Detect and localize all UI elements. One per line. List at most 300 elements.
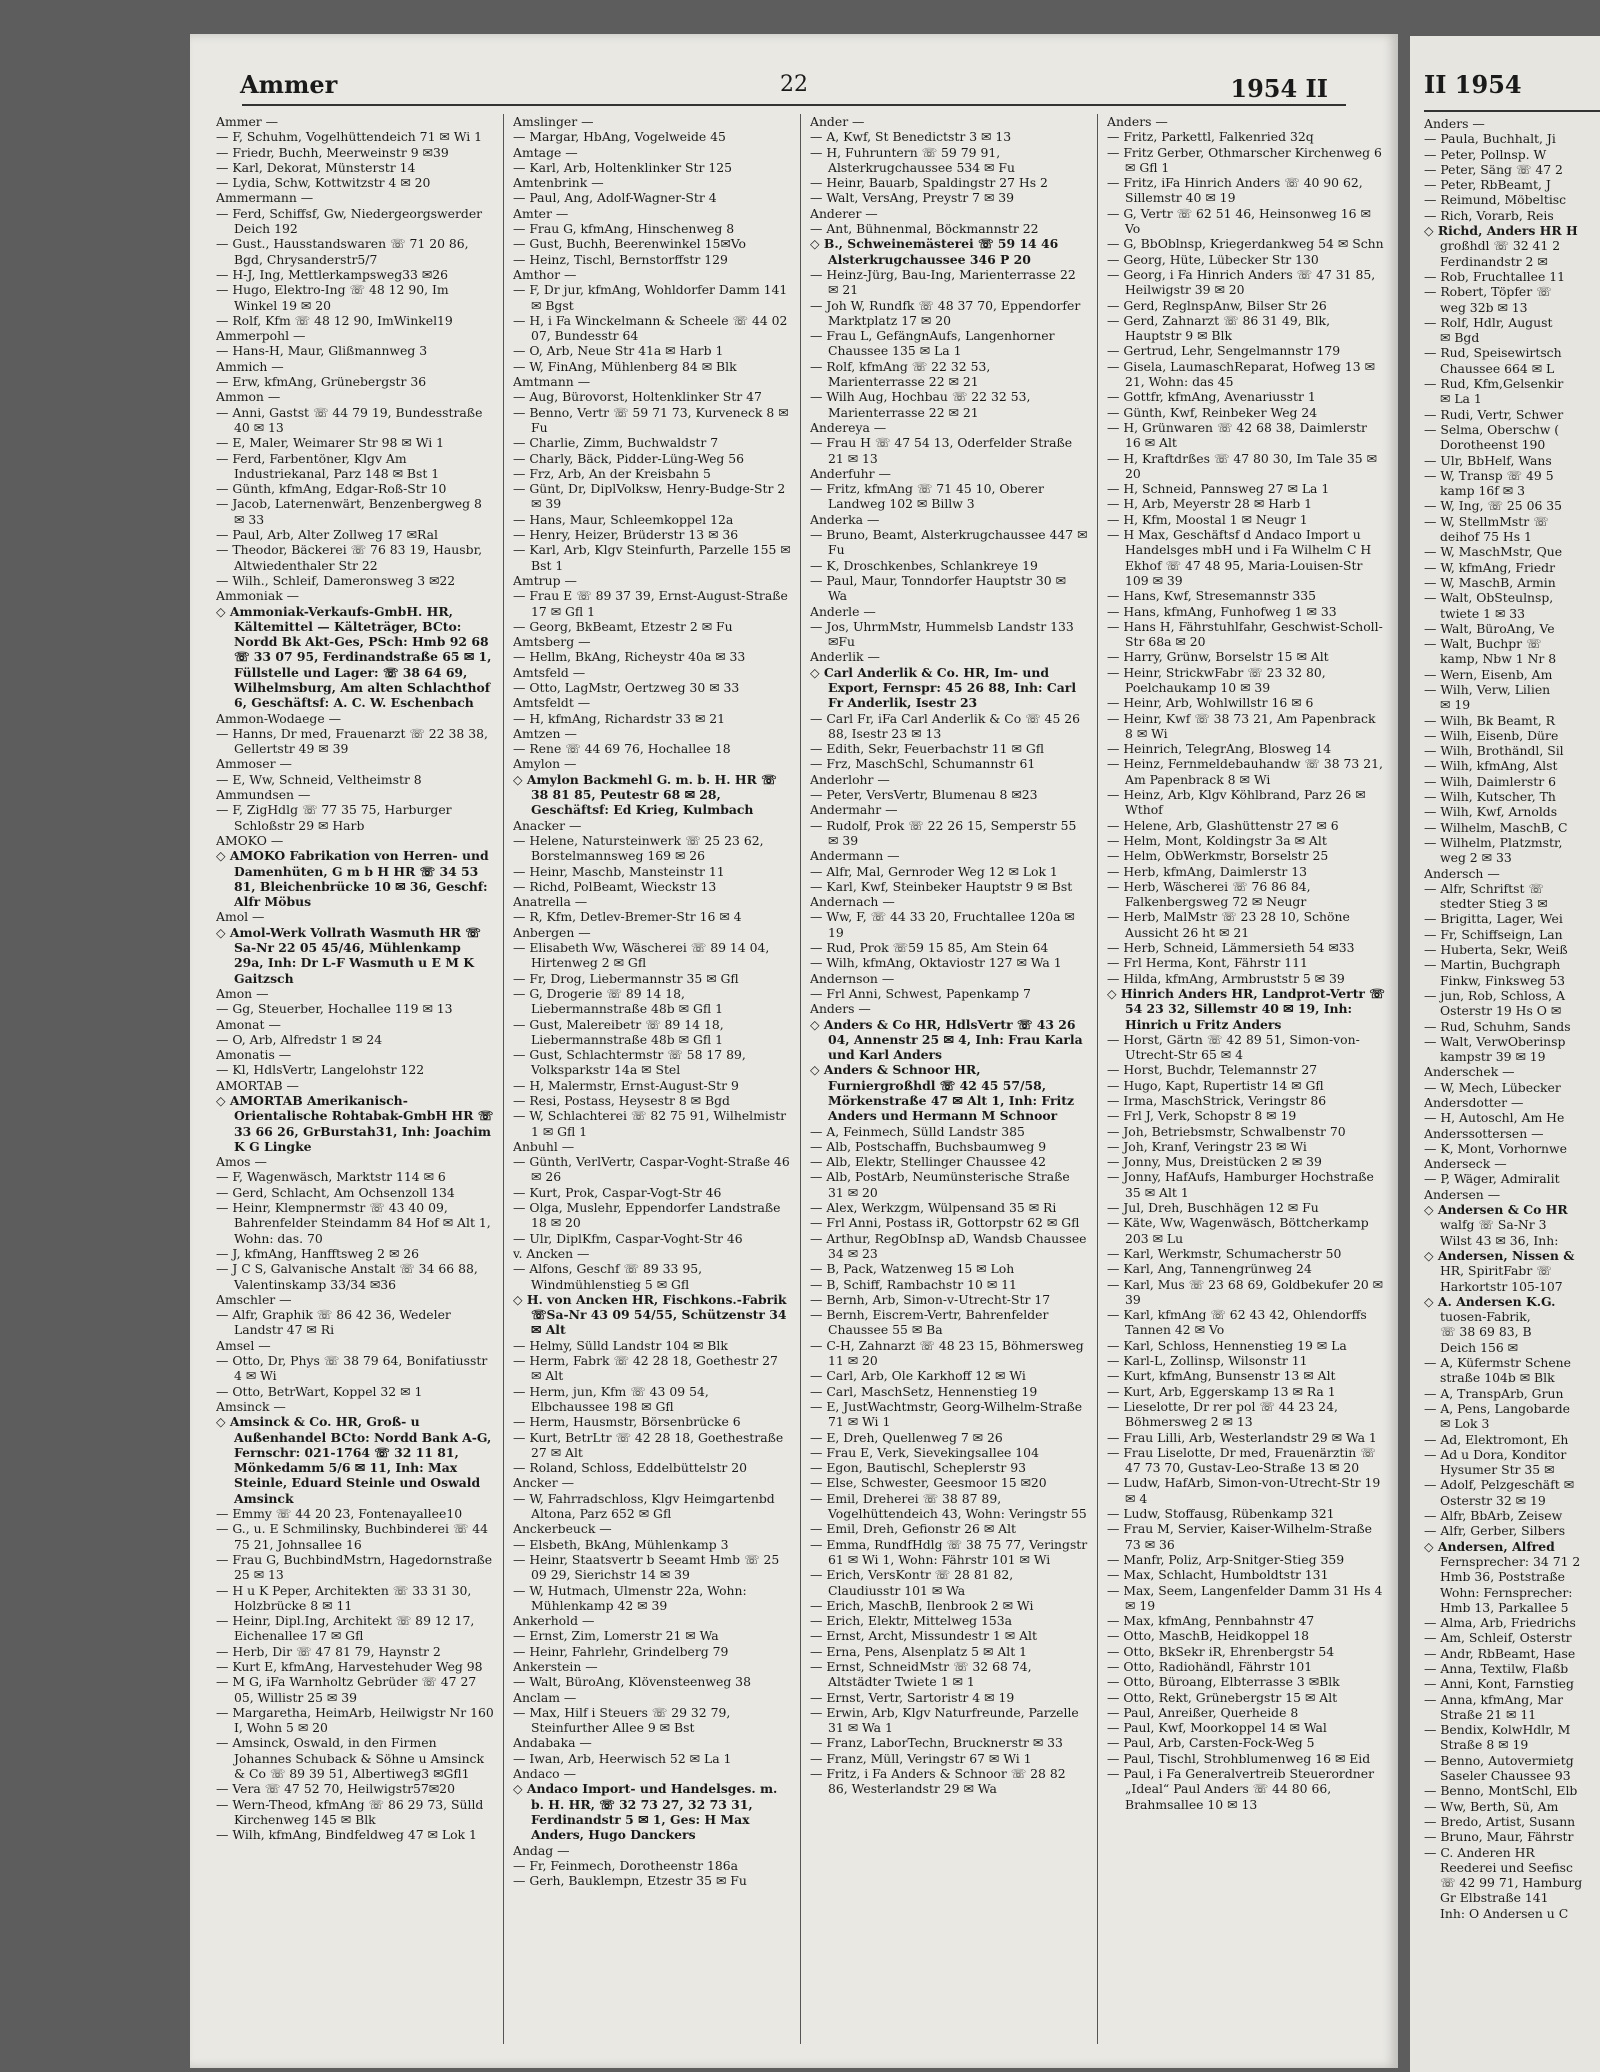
directory-entry: — Rolf, kfmAng ☏ 22 32 53, Marienterrasse 22 ✉ 21 <box>810 358 991 390</box>
directory-entry: — Peter, Pollnsp. W <box>1424 146 1547 162</box>
directory-entry: — Heinr, Kwf ☏ 38 73 21, Am Papenbrack 8 ✉ Wi <box>1107 710 1376 741</box>
surname-heading: Anderfuhr — <box>810 465 891 481</box>
directory-entry: — Benno, Vertr ☏ 59 71 73, Kurveneck 8 ✉ Fu <box>513 404 789 435</box>
directory-entry: — Reimund, Möbeltisc <box>1424 192 1567 208</box>
directory-entry: — Otto, BkSekr iR, Ehrenbergstr 54 <box>1107 1643 1335 1659</box>
directory-entry: — Paul, Maur, Tonndorfer Hauptstr 30 ✉ Wa <box>810 572 1066 604</box>
directory-entry: — Fritz, Parkettl, Falkenried 32q <box>1107 129 1314 145</box>
directory-entry: — Heinz, Tischl, Bernstorffstr 129 <box>513 251 728 267</box>
directory-entry: — Ernst, SchneidMstr ☏ 32 68 74, Altstädter Twiete 1 ✉ 1 <box>810 1658 1032 1690</box>
directory-entry: ✉ Lok 3 <box>1440 1416 1490 1432</box>
surname-heading: Andag — <box>513 1842 570 1858</box>
directory-entry: — G, Vertr ☏ 62 51 46, Heinsonweg 16 ✉ Vo <box>1107 205 1371 237</box>
directory-entry: — Karl, Kwf, Steinbeker Hauptstr 9 ✉ Bst <box>810 878 1073 894</box>
directory-entry: ◇ Anders & Schnoor HR, Furniergroßhdl ☏ 42 45 57/58, Mörkenstraße 47 ✉ Alt 1, Inh: Fritz Anders und Hermann M Schnoor <box>810 1062 1074 1124</box>
directory-entry: — Heinrich, TelegrAng, Blosweg 14 <box>1107 741 1332 757</box>
directory-entry: — Herm, Hausmstr, Börsenbrücke 6 <box>513 1414 741 1430</box>
surname-heading: Anbuhl — <box>513 1138 575 1154</box>
directory-entry: — K, Mont, Vorhornwe <box>1424 1140 1567 1156</box>
directory-entry: — Gust, Buchh, Beerenwinkel 15✉Vo <box>513 236 747 252</box>
directory-entry: — Wern-Theod, kfmAng ☏ 86 29 73, Sülld Kirchenweg 145 ✉ Blk <box>216 1796 484 1827</box>
directory-entry: — Margaretha, HeimArb, Heilwigstr Nr 160 I, Wohn 5 ✉ 20 <box>216 1704 494 1736</box>
directory-entry: — Frl Anni, Schwest, Papenkamp 7 <box>810 985 1031 1001</box>
directory-entry: — Rud, Kfm,Gelsenkir <box>1424 376 1564 392</box>
directory-entry: — Fritz Gerber, Othmarscher Kirchenweg 6 ✉ Gfl 1 <box>1107 144 1382 175</box>
directory-entry: — Otto, LagMstr, Oertzweg 30 ✉ 33 <box>513 679 740 695</box>
directory-entry: — Wilh, Brothändl, Sil <box>1424 743 1564 759</box>
directory-entry: — Georg, i Fa Hinrich Anders ☏ 47 31 85, Heilwigstr 39 ✉ 20 <box>1107 266 1376 298</box>
surname-heading: v. Ancken — <box>513 1245 590 1261</box>
directory-entry: — Hugo, Elektro-Ing ☏ 48 12 90, Im Winkel 19 ✉ 20 <box>216 282 449 313</box>
directory-entry: — Charlie, Zimm, Buchwaldstr 7 <box>513 435 719 451</box>
directory-entry: — Lydia, Schw, Kottwitzstr 4 ✉ 20 <box>216 175 431 191</box>
directory-entry: — Heinr, Klempnermstr ☏ 43 40 09, Bahrenfelder Steindamm 84 Hof ✉ Alt 1, Wohn: das. 70 <box>216 1200 491 1246</box>
directory-entry: — Andr, RbBeamt, Hase <box>1424 1645 1576 1661</box>
directory-entry: — Peter, VersVertr, Blumenau 8 ✉23 <box>810 787 1038 803</box>
facing-page <box>1410 36 1600 2072</box>
surname-heading: Amtmann — <box>513 374 591 390</box>
directory-entry: — Wilh, Kutscher, Th <box>1424 789 1556 805</box>
directory-entry: — Benno, MontSchl, Elb <box>1424 1783 1578 1799</box>
directory-entry: — K, Droschkenbes, Schlankreye 19 <box>810 557 1038 573</box>
directory-entry: — F, ZigHdlg ☏ 77 35 75, Harburger Schloßstr 29 ✉ Harb <box>216 802 452 833</box>
column-1 <box>216 114 494 2054</box>
directory-entry: kampstr 39 ✉ 19 <box>1440 1049 1546 1065</box>
directory-entry: — H Max, Geschäftsf d Andaco Import u Handelsges mbH und i Fa Wilhelm C H Ekhof ☏ 47 48 95, Maria-Louisen-Str 109 ✉ 39 <box>1107 527 1372 588</box>
directory-entry: — Kurt, Arb, Eggerskamp 13 ✉ Ra 1 <box>1107 1383 1336 1399</box>
directory-entry: — Gust, Malereibetr ☏ 89 14 18, Liebermannstraße 48b ✉ Gfl 1 <box>513 1016 724 1047</box>
directory-entry: — Peter, RbBeamt, J <box>1424 177 1551 193</box>
directory-entry: — Resi, Postass, Heysestr 8 ✉ Bgd <box>513 1093 730 1108</box>
surname-heading: Amtage — <box>513 144 578 160</box>
surname-heading: Ankerstein — <box>513 1658 598 1674</box>
directory-entry: HR, SpiritFabr ☏ <box>1440 1263 1552 1279</box>
directory-entry: — G, BbOblnsp, Kriegerdankweg 54 ✉ Schn <box>1107 236 1384 252</box>
directory-entry: — Harry, Grünw, Borselstr 15 ✉ Alt <box>1107 649 1329 665</box>
directory-entry: — Robert, Töpfer ☏ <box>1424 284 1552 300</box>
directory-entry: Fernsprecher: 34 71 2 <box>1440 1553 1581 1569</box>
directory-entry: Inh: O Andersen u C <box>1440 1905 1569 1921</box>
surname-heading: Anderlohr — <box>810 771 890 787</box>
directory-entry: — Alfons, Geschf ☏ 89 33 95, Windmühlenstieg 5 ✉ Gfl <box>513 1261 703 1292</box>
header-year-volume: 1954 II <box>1230 74 1328 103</box>
directory-entry: — Rolf, Kfm ☏ 48 12 90, ImWinkel19 <box>216 312 453 328</box>
directory-entry: — Ulr, BbHelf, Wans <box>1424 452 1552 468</box>
directory-entry: — Frau M, Servier, Kaiser-Wilhelm-Straße 73 ✉ 36 <box>1107 1521 1372 1552</box>
directory-entry: — Manfr, Poliz, Arp-Snitger-Stieg 359 <box>1107 1551 1345 1567</box>
directory-entry: — W, kfmAng, Friedr <box>1424 559 1556 575</box>
directory-entry: — Joh W, Rundfk ☏ 48 37 70, Eppendorfer Marktplatz 17 ✉ 20 <box>810 297 1081 328</box>
directory-entry: — Gerh, Bauklempn, Etzestr 35 ✉ Fu <box>513 1873 747 1889</box>
directory-entry: — Anni, Gastst ☏ 44 79 19, Bundesstraße 40 ✉ 13 <box>216 404 483 435</box>
directory-entry: — Amsinck, Oswald, in den Firmen Johannes Schuback & Söhne u Amsinck & Co ☏ 89 39 51, Albertiweg3 ✉Gfl1 <box>216 1735 484 1782</box>
directory-entry: — Gerd, Zahnarzt ☏ 86 31 49, Blk, Hauptstr 9 ✉ Blk <box>1107 312 1331 344</box>
directory-entry: — F, Schuhm, Vogelhüttendeich 71 ✉ Wi 1 <box>216 129 483 145</box>
directory-entry: — Max, Hilf i Steuers ☏ 29 32 79, Steinfurther Allee 9 ✉ Bst <box>513 1704 731 1736</box>
directory-entry: — Irma, MaschStrick, Veringstr 86 <box>1107 1093 1327 1108</box>
directory-entry: — Otto, Büroang, Elbterrasse 3 ✉Blk <box>1107 1674 1340 1690</box>
surname-heading: Amschler — <box>216 1291 292 1307</box>
directory-entry: — Heinr, Arb, Wohlwillstr 16 ✉ 6 <box>1107 695 1314 711</box>
directory-entry: — Karl, Werkmstr, Schumacherstr 50 <box>1107 1245 1342 1261</box>
directory-entry: Straße 8 ✉ 19 <box>1440 1737 1529 1753</box>
surname-heading: Anders — <box>1107 114 1168 129</box>
directory-entry: — Alb, Elektr, Stellinger Chaussee 42 <box>810 1154 1047 1170</box>
surname-heading: Anacker — <box>513 817 582 833</box>
directory-entry: — Max, Seem, Langenfelder Damm 31 Hs 4 ✉ 19 <box>1107 1582 1383 1613</box>
directory-entry: — A, Pens, Langobarde <box>1424 1400 1570 1416</box>
directory-entry: — H u K Peper, Architekten ☏ 33 31 30, Holzbrücke 8 ✉ 11 <box>216 1582 472 1613</box>
directory-entry: — Alfr, BbArb, Zeisew <box>1424 1508 1563 1524</box>
directory-entry: — Erw, kfmAng, Grünebergstr 36 <box>216 374 427 390</box>
directory-entry: — Hanns, Dr med, Frauenarzt ☏ 22 38 38, Gellertstr 49 ✉ 39 <box>216 725 488 757</box>
directory-entry: — Bernh, Arb, Simon-v-Utrecht-Str 17 <box>810 1291 1051 1307</box>
directory-entry: — Fritz, kfmAng ☏ 71 45 10, Oberer Landweg 102 ✉ Billw 3 <box>810 481 1044 512</box>
directory-entry: — Hans-H, Maur, Glißmannweg 3 <box>216 343 428 359</box>
directory-entry: Saseler Chaussee 93 <box>1440 1768 1571 1784</box>
directory-entry: — Wilhelm, MaschB, C <box>1424 819 1568 835</box>
directory-entry: — Fritz, iFa Hinrich Anders ☏ 40 90 62, Sillemstr 40 ✉ 19 <box>1107 175 1363 206</box>
directory-entry: — Günt, Dr, DiplVolksw, Henry-Budge-Str 2 ✉ 39 <box>513 481 786 512</box>
surname-heading: Amtrup — <box>513 572 577 588</box>
facing-page-column <box>1424 116 1600 2056</box>
directory-entry: Wilst 43 ✉ 36, Inh: <box>1440 1232 1559 1248</box>
directory-entry: — Rene ☏ 44 69 76, Hochallee 18 <box>513 741 731 757</box>
directory-entry: ✉ La 1 <box>1440 391 1482 407</box>
directory-entry: ◇ A. Andersen K.G. <box>1424 1293 1556 1309</box>
directory-entry: — Am, Schleif, Osterstr <box>1424 1630 1572 1646</box>
directory-entry: — Fr, Feinmech, Dorotheenstr 186a <box>513 1857 739 1873</box>
header-rule <box>242 104 1346 106</box>
directory-entry: — Ernst, Archt, Missundestr 1 ✉ Alt <box>810 1628 1037 1644</box>
directory-entry: — Kurt, Prok, Caspar-Vogt-Str 46 <box>513 1184 722 1200</box>
directory-entry: ◇ Amylon Backmehl G. m. b. H. HR ☏ 38 81 85, Peutestr 68 ✉ 28, Geschäftsf: Ed Krieg, Kulmbach <box>513 771 777 818</box>
directory-entry: — Frau E, Verk, Sievekingsallee 104 <box>810 1444 1039 1460</box>
directory-entry: — C-H, Zahnarzt ☏ 48 23 15, Böhmersweg 11 ✉ 20 <box>810 1337 1084 1369</box>
directory-entry: — B, Schiff, Rambachstr 10 ✉ 11 <box>810 1276 1017 1292</box>
facing-header-rule <box>1424 110 1600 112</box>
directory-entry: — Heinz-Jürg, Bau-Ing, Marienterrasse 22 ✉ 21 <box>810 266 1076 298</box>
directory-entry: — Paul, Ang, Adolf-Wagner-Str 4 <box>513 190 717 206</box>
directory-entry: Anderseck — <box>1424 1156 1507 1172</box>
column-divider <box>800 114 801 2044</box>
directory-entry: — W, FinAng, Mühlenberg 84 ✉ Blk <box>513 358 737 374</box>
directory-entry: — Gerd, ReglnspAnw, Bilser Str 26 <box>1107 297 1327 313</box>
directory-entry: — O, Arb, Alfredstr 1 ✉ 24 <box>216 1031 383 1047</box>
directory-entry: — W, MaschMstr, Que <box>1424 544 1563 560</box>
column-4 <box>1107 114 1385 2054</box>
directory-entry: ◇ AMOKO Fabrikation von Herren- und Damenhüten, G m b H HR ☏ 34 53 81, Bleichenbrücke 10 ✉ 36, Geschf: Alfr Möbus <box>216 848 489 910</box>
facing-page-header: II 1954 <box>1424 70 1522 99</box>
directory-entry: — jun, Rob, Schloss, A <box>1424 987 1565 1003</box>
directory-entry: — Richd, PolBeamt, Wieckstr 13 <box>513 878 717 894</box>
directory-entry: — Fritz, i Fa Anders & Schnoor ☏ 28 82 86, Westerlandstr 29 ✉ Wa <box>810 1766 1066 1797</box>
surname-heading: Amsinck — <box>216 1398 286 1414</box>
surname-heading: Ancker — <box>513 1475 574 1491</box>
surname-heading: Anatrella — <box>513 894 588 910</box>
directory-entry: — H-J, Ing, Mettlerkampsweg33 ✉26 <box>216 266 448 282</box>
directory-entry: — Otto, Radiohändl, Fährstr 101 <box>1107 1658 1313 1674</box>
directory-entry: — Otto, BetrWart, Koppel 32 ✉ 1 <box>216 1383 423 1399</box>
directory-entry: — Frau Liselotte, Dr med, Frauenärztin ☏ 47 73 70, Gustav-Leo-Straße 13 ✉ 20 <box>1107 1444 1376 1476</box>
directory-entry: — Emil, Dreherei ☏ 38 87 89, Vogelhüttendeich 43, Wohn: Veringstr 55 <box>810 1490 1087 1522</box>
directory-entry: — Rich, Vorarb, Reis <box>1424 207 1554 223</box>
directory-entry: — Frau L, GefängnAufs, Langenhorner Chaussee 135 ✉ La 1 <box>810 328 1055 359</box>
directory-entry: weg 2 ✉ 33 <box>1440 850 1512 866</box>
directory-entry: — Wilh, Daimlerstr 6 <box>1424 773 1556 789</box>
directory-entry: Finkw, Finksweg 53 <box>1440 972 1566 988</box>
directory-entry: — Ernst, Vertr, Sartoristr 4 ✉ 19 <box>810 1689 1015 1705</box>
directory-entry: Osterstr 32 ✉ 19 <box>1440 1492 1546 1508</box>
directory-entry: — Helene, Arb, Glashüttenstr 27 ✉ 6 <box>1107 817 1339 833</box>
directory-entry: — Gust, Schlachtermstr ☏ 58 17 89, Volksparkstr 14a ✉ Stel <box>513 1047 746 1078</box>
directory-entry: Deich 156 ✉ <box>1440 1339 1519 1355</box>
surname-heading: Amol — <box>216 909 265 925</box>
directory-entry: — Wilh, kfmAng, Oktaviostr 127 ✉ Wa 1 <box>810 955 1062 971</box>
surname-heading: Ammon — <box>216 389 281 405</box>
directory-entry: Anderschek — <box>1424 1064 1515 1080</box>
surname-heading: AMORTAB — <box>216 1077 299 1093</box>
directory-entry: — Karl, Arb, Klgv Steinfurth, Parzelle 155 ✉ Bst 1 <box>513 542 791 573</box>
directory-entry: — Horst, Gärtn ☏ 42 89 51, Simon-von-Utrecht-Str 65 ✉ 4 <box>1107 1031 1360 1063</box>
directory-entry: — Alfr, Gerber, Silbers <box>1424 1523 1566 1539</box>
directory-entry: — Bendix, KolwHdlr, M <box>1424 1722 1571 1738</box>
directory-entry: — Otto, Dr, Phys ☏ 38 79 64, Bonifatiusstr 4 ✉ Wi <box>216 1353 488 1384</box>
directory-entry: Anders — <box>1424 116 1485 131</box>
directory-entry: — Walt, BüroAng, Klövensteenweg 38 <box>513 1674 751 1690</box>
surname-heading: Andermann — <box>810 848 900 864</box>
directory-entry: — E, JustWachtmstr, Georg-Wilhelm-Straße 71 ✉ Wi 1 <box>810 1398 1083 1430</box>
directory-entry: — Anna, kfmAng, Mar <box>1424 1691 1564 1707</box>
directory-entry: — Frau G, kfmAng, Hinschenweg 8 <box>513 221 735 237</box>
directory-entry: — H, Schneid, Pannsweg 27 ✉ La 1 <box>1107 481 1330 497</box>
directory-entry: — Iwan, Arb, Heerwisch 52 ✉ La 1 <box>513 1750 732 1766</box>
surname-heading: Amonatis — <box>216 1047 292 1063</box>
directory-entry: — Alma, Arb, Friedrichs <box>1424 1615 1576 1631</box>
directory-entry: — Heinr, Dipl.Ing, Architekt ☏ 89 12 17, Eichenallee 17 ✉ Gfl <box>216 1613 475 1644</box>
directory-entry: — Helm, Mont, Koldingstr 3a ✉ Alt <box>1107 832 1327 848</box>
directory-entry: — Wilh, kfmAng, Bindfeldweg 47 ✉ Lok 1 <box>216 1827 477 1843</box>
directory-entry: — H, Autoschl, Am He <box>1424 1110 1565 1126</box>
directory-entry: — Theodor, Bäckerei ☏ 76 83 19, Hausbr, Altwiedenthaler Str 22 <box>216 542 483 573</box>
directory-entry: weg 32b ✉ 13 <box>1440 299 1528 315</box>
directory-entry: — Jul, Dreh, Buschhägen 12 ✉ Fu <box>1107 1200 1319 1216</box>
directory-entry: — Frl Herma, Kont, Fährstr 111 <box>1107 955 1308 971</box>
directory-entry: — Kl, HdlsVertr, Langelohstr 122 <box>216 1062 425 1078</box>
directory-entry: — Gg, Steuerber, Hochallee 119 ✉ 13 <box>216 1001 453 1017</box>
directory-entry: Straße 21 ✉ 11 <box>1440 1706 1537 1722</box>
directory-entry: kamp, Nbw 1 Nr 8 <box>1440 651 1557 667</box>
directory-entry: — Walt, VersAng, Preystr 7 ✉ 39 <box>810 190 1015 206</box>
directory-entry: — Aug, Bürovorst, Holtenklinker Str 47 <box>513 389 762 405</box>
directory-entry: — B, Pack, Watzenweg 15 ✉ Loh <box>810 1261 1015 1277</box>
directory-entry: — Hans, Kwf, Stresemannstr 335 <box>1107 588 1316 604</box>
surname-heading: Ammundsen — <box>216 787 311 803</box>
surname-heading: Amtsfeldt — <box>513 695 591 711</box>
directory-entry: — Alb, PostArb, Neumünsterische Straße 31 ✉ 20 <box>810 1169 1070 1200</box>
directory-entry: — Gottfr, kfmAng, Avenariusstr 1 <box>1107 389 1316 405</box>
directory-entry: — Huberta, Sekr, Weiß <box>1424 942 1568 958</box>
directory-entry: ◇ Amsinck & Co. HR, Groß- u Außenhandel BCto: Nordd Bank A-G, Fernschr: 021-1764 ☏ 32 11 81, Mönkedamm 5/6 ✉ 11, Inh: Max Steinle, Eduard Steinle und Oswald Amsinck <box>216 1414 492 1506</box>
directory-entry: — Herb, MalMstr ☏ 23 28 10, Schöne Aussicht 26 ht ✉ 21 <box>1107 909 1350 940</box>
directory-entry: — Carl, MaschSetz, Hennenstieg 19 <box>810 1383 1038 1399</box>
directory-entry: — Herm, jun, Kfm ☏ 43 09 54, Elbchaussee 198 ✉ Gfl <box>513 1383 709 1414</box>
directory-entry: — Ernst, Zim, Lomerstr 21 ✉ Wa <box>513 1628 719 1644</box>
directory-entry: — G., u. E Schmilinsky, Buchbinderei ☏ 44 75 21, Johnsallee 16 <box>216 1521 489 1552</box>
surname-heading: Amylon — <box>513 756 577 772</box>
directory-entry: — Wilh, Eisenb, Düre <box>1424 727 1559 743</box>
directory-entry: — H, Fuhruntern ☏ 59 79 91, Alsterkrugchaussee 534 ✉ Fu <box>810 144 1015 175</box>
directory-entry: — Arthur, RegObInsp aD, Wandsb Chaussee 34 ✉ 23 <box>810 1230 1087 1261</box>
directory-entry: — Frz, Arb, An der Kreisbahn 5 <box>513 465 711 481</box>
directory-entry: — Horst, Buchdr, Telemannstr 27 <box>1107 1062 1318 1078</box>
directory-entry: — W, Mech, Lübecker <box>1424 1079 1561 1095</box>
surname-heading: Amon — <box>216 985 269 1001</box>
directory-entry: — Bruno, Beamt, Alsterkrugchaussee 447 ✉ Fu <box>810 527 1088 558</box>
surname-heading: Andabaka — <box>513 1735 592 1751</box>
surname-heading: Amthor — <box>513 266 577 282</box>
directory-entry: Chaussee 664 ✉ L <box>1440 360 1555 376</box>
directory-entry: Dorotheenst 190 <box>1440 437 1546 453</box>
directory-entry: — Paula, Buchhalt, Ji <box>1424 131 1556 147</box>
directory-entry: Ferdinandstr 2 ✉ <box>1440 253 1548 269</box>
directory-entry: — Herb, Schneid, Lämmersieth 54 ✉33 <box>1107 940 1355 956</box>
directory-entry: — H, i Fa Winckelmann & Scheele ☏ 44 02 07, Bundesstr 64 <box>513 312 788 344</box>
directory-entry: — Elisabeth Ww, Wäscherei ☏ 89 14 04, Hirtenweg 2 ✉ Gfl <box>513 940 770 971</box>
directory-entry: ◇ Anders & Co HR, HdlsVertr ☏ 43 26 04, Annenstr 25 ✉ 4, Inh: Frau Karla und Karl Anders <box>810 1016 1083 1063</box>
directory-entry: — Ad u Dora, Konditor <box>1424 1446 1567 1462</box>
directory-entry: — Carl, Arb, Ole Karkhoff 12 ✉ Wi <box>810 1368 1026 1384</box>
directory-entry: — Anna, Textilw, Flaßb <box>1424 1660 1569 1676</box>
directory-entry: — H, Kfm, Moostal 1 ✉ Neugr 1 <box>1107 511 1308 527</box>
surname-heading: Amonat — <box>216 1016 281 1032</box>
directory-entry: — Hans, Maur, Schleemkoppel 12a <box>513 511 734 527</box>
page-header <box>190 62 1398 103</box>
directory-entry: Hmb 13, Parkallee 5 <box>1440 1599 1569 1615</box>
directory-entry: — Otto, Rekt, Grünebergstr 15 ✉ Alt <box>1107 1689 1338 1705</box>
directory-entry: — Rud, Speisewirtsch <box>1424 345 1562 361</box>
directory-entry: — Georg, BkBeamt, Etzestr 2 ✉ Fu <box>513 618 733 634</box>
directory-entry: — Ludw, Stoffausg, Rübenkamp 321 <box>1107 1506 1335 1522</box>
directory-entry: — Emil, Dreh, Gefionstr 26 ✉ Alt <box>810 1521 1017 1537</box>
directory-entry: — Egon, Bautischl, Scheplerstr 93 <box>810 1460 1027 1476</box>
directory-entry: — R, Kfm, Detlev-Bremer-Str 16 ✉ 4 <box>513 909 742 925</box>
directory-entry: — Rudolf, Prok ☏ 22 26 15, Semperstr 55 ✉ 39 <box>810 817 1077 848</box>
directory-entry: — H, Malermstr, Ernst-August-Str 9 <box>513 1077 739 1093</box>
directory-entry: — W, Transp ☏ 49 5 <box>1424 467 1554 483</box>
directory-entry: — Günth, kfmAng, Edgar-Roß-Str 10 <box>216 481 447 497</box>
directory-entry: — Walt, Buchpr ☏ <box>1424 636 1542 652</box>
directory-entry: ◇ Andersen & Co HR <box>1424 1202 1568 1218</box>
directory-entry: — Henry, Heizer, Brüderstr 13 ✉ 36 <box>513 527 739 543</box>
directory-entry: — Frau H ☏ 47 54 13, Oderfelder Straße 21 ✉ 13 <box>810 435 1073 466</box>
directory-entry: straße 104b ✉ Blk <box>1440 1370 1555 1386</box>
directory-entry: — Heinr, Fahrlehr, Grindelberg 79 <box>513 1643 729 1659</box>
directory-entry: — Lieselotte, Dr rer pol ☏ 44 23 24, Böhmersweg 2 ✉ 13 <box>1107 1398 1338 1430</box>
directory-entry: — W, MaschB, Armin <box>1424 574 1556 590</box>
directory-entry: Osterstr 19 Hs O ✉ <box>1440 1003 1562 1019</box>
directory-entry: twiete 1 ✉ 33 <box>1440 605 1526 621</box>
directory-entry: — Ulr, DiplKfm, Caspar-Voght-Str 46 <box>513 1230 743 1246</box>
surname-heading: AMOKO — <box>216 832 284 848</box>
surname-heading: Ammich — <box>216 358 284 374</box>
directory-entry: ◇ B., Schweinemästerei ☏ 59 14 46 Alsterkrugchaussee 346 P 20 <box>810 236 1059 267</box>
directory-entry: — Olga, Muslehr, Eppendorfer Landstraße 18 ✉ 20 <box>513 1200 781 1231</box>
directory-entry: — Paul, Arb, Carsten-Fock-Weg 5 <box>1107 1735 1315 1751</box>
directory-entry: — Herb, Dir ☏ 47 81 79, Haynstr 2 <box>216 1643 441 1659</box>
directory-entry: — Wilh, Bk Beamt, R <box>1424 712 1555 728</box>
directory-entry: — A, TranspArb, Grun <box>1424 1385 1564 1401</box>
directory-entry: — Franz, LaborTechn, Brucknerstr ✉ 33 <box>810 1735 1063 1751</box>
directory-entry: — Kurt, kfmAng, Bunsenstr 13 ✉ Alt <box>1107 1368 1336 1384</box>
directory-entry: — Wern, Eisenb, Am <box>1424 666 1553 682</box>
directory-entry: — Brigitta, Lager, Wei <box>1424 911 1563 927</box>
surname-heading: Ankerhold — <box>513 1613 595 1629</box>
directory-entry: — Herb, Wäscherei ☏ 76 86 84, Falkenbergsweg 72 ✉ Neugr <box>1107 878 1311 910</box>
directory-entry: — Emma, RundfHdlg ☏ 38 75 77, Veringstr 61 ✉ Wi 1, Wohn: Fährstr 101 ✉ Wi <box>810 1536 1088 1567</box>
directory-entry: — Frl J, Verk, Schopstr 8 ✉ 19 <box>1107 1108 1297 1124</box>
directory-entry: — A, Küfermstr Schene <box>1424 1355 1571 1371</box>
directory-entry: — Heinr, Maschb, Mansteinstr 11 <box>513 863 725 879</box>
directory-entry: — Kurt, BetrLtr ☏ 42 28 18, Goethestraße 27 ✉ Alt <box>513 1429 784 1460</box>
directory-entry: ✉ 19 <box>1440 697 1471 713</box>
directory-entry: — Friedr, Buchh, Meerweinstr 9 ✉39 <box>216 144 449 160</box>
directory-entry: — Else, Schwester, Geesmoor 15 ✉20 <box>810 1475 1047 1491</box>
directory-entry: — Jonny, HafAufs, Hamburger Hochstraße 35 ✉ Alt 1 <box>1107 1169 1374 1200</box>
directory-entry: — Max, kfmAng, Pennbahnstr 47 <box>1107 1613 1315 1629</box>
directory-entry: — E, Ww, Schneid, Veltheimstr 8 <box>216 771 422 787</box>
directory-entry: — W, Schlachterei ☏ 82 75 91, Wilhelmistr 1 ✉ Gfl 1 <box>513 1108 787 1139</box>
directory-entry: — E, Dreh, Quellenweg 7 ✉ 26 <box>810 1429 1003 1445</box>
directory-entry: — Helmy, Sülld Landstr 104 ✉ Blk <box>513 1337 728 1353</box>
directory-entry: — Hilda, kfmAng, Armbruststr 5 ✉ 39 <box>1107 970 1345 986</box>
column-divider <box>1097 114 1098 2044</box>
directory-entry: — Karl, Mus ☏ 23 68 69, Goldbekufer 20 ✉ 39 <box>1107 1276 1384 1307</box>
directory-entry: ◇ Ammoniak-Verkaufs-GmbH. HR, Kältemittel — Kälteträger, BCto: Nordd Bk Akt-Ges, PSch: Hmb 92 68 ☏ 33 07 95, Ferdinandstraße 65 ✉ 1, Füllstelle und Lager: ☏ 38 64 69, Wilhelmsburg, Am alten Schlachthof 6, Geschäftsf: A. C. W. Eschenbach <box>216 603 492 711</box>
directory-entry: — Bruno, Maur, Fährstr <box>1424 1829 1574 1845</box>
directory-entry: Reederei und Seefisc <box>1440 1859 1573 1875</box>
directory-entry: — Selma, Oberschw ( <box>1424 421 1560 437</box>
directory-entry: — Bredo, Artist, Susann <box>1424 1813 1576 1829</box>
surname-heading: Anckerbeuck — <box>513 1521 612 1537</box>
directory-entry: — W, Hutmach, Ulmenstr 22a, Wohn: Mühlenkamp 42 ✉ 39 <box>513 1582 747 1613</box>
directory-entry: ✉ Bgd <box>1440 330 1480 346</box>
directory-entry: Hysumer Str 35 ✉ <box>1440 1462 1555 1478</box>
directory-entry: — Wilh, kfmAng, Alst <box>1424 758 1558 774</box>
directory-entry: — Wilh Aug, Hochbau ☏ 22 32 53, Marienterrasse 22 ✉ 21 <box>810 389 1031 420</box>
directory-entry: — Heinz, Fernmeldebauhandw ☏ 38 73 21, Am Papenbrack 8 ✉ Wi <box>1107 756 1383 787</box>
directory-entry: — Ferd, Farbentöner, Klgv Am Industriekanal, Parz 148 ✉ Bst 1 <box>216 450 440 481</box>
column-3 <box>810 114 1088 2054</box>
directory-entry: — J, kfmAng, Hanfftsweg 2 ✉ 26 <box>216 1245 420 1261</box>
surname-heading: Amtzen — <box>513 725 577 741</box>
directory-entry: Anderssottersen — <box>1424 1125 1544 1141</box>
directory-entry: — Charly, Bäck, Pidder-Lüng-Weg 56 <box>513 450 745 466</box>
directory-entry: — Roland, Schloss, Eddelbüttelstr 20 <box>513 1460 748 1476</box>
surname-heading: Anderlik — <box>810 649 880 665</box>
directory-entry: ◇ Andersen, Alfred <box>1424 1538 1555 1554</box>
directory-entry: — Georg, Hüte, Lübecker Str 130 <box>1107 251 1319 267</box>
directory-entry: — Alb, Postschaffn, Buchsbaumweg 9 <box>810 1138 1047 1154</box>
directory-entry: — P, Wäger, Admiralit <box>1424 1171 1560 1187</box>
directory-entry: — Frau G, BuchbindMstrn, Hagedornstraße 25 ✉ 13 <box>216 1551 493 1583</box>
directory-entry: — Hans, kfmAng, Funhofweg 1 ✉ 33 <box>1107 603 1337 619</box>
directory-entry: — Günth, VerlVertr, Caspar-Voght-Straße 46 ✉ 26 <box>513 1154 790 1185</box>
directory-entry: — Jonny, Mus, Dreistücken 2 ✉ 39 <box>1107 1154 1322 1170</box>
directory-entry: — Erich, Elektr, Mittelweg 153a <box>810 1613 1013 1629</box>
directory-entry: ◇ Andaco Import- und Handelsges. m. b. H. HR, ☏ 32 73 27, 32 73 31, Ferdinandstr 5 ✉ 1, Ges: H Max Anders, Hugo Danckers <box>513 1781 778 1843</box>
surname-heading: Anders — <box>810 1001 871 1017</box>
